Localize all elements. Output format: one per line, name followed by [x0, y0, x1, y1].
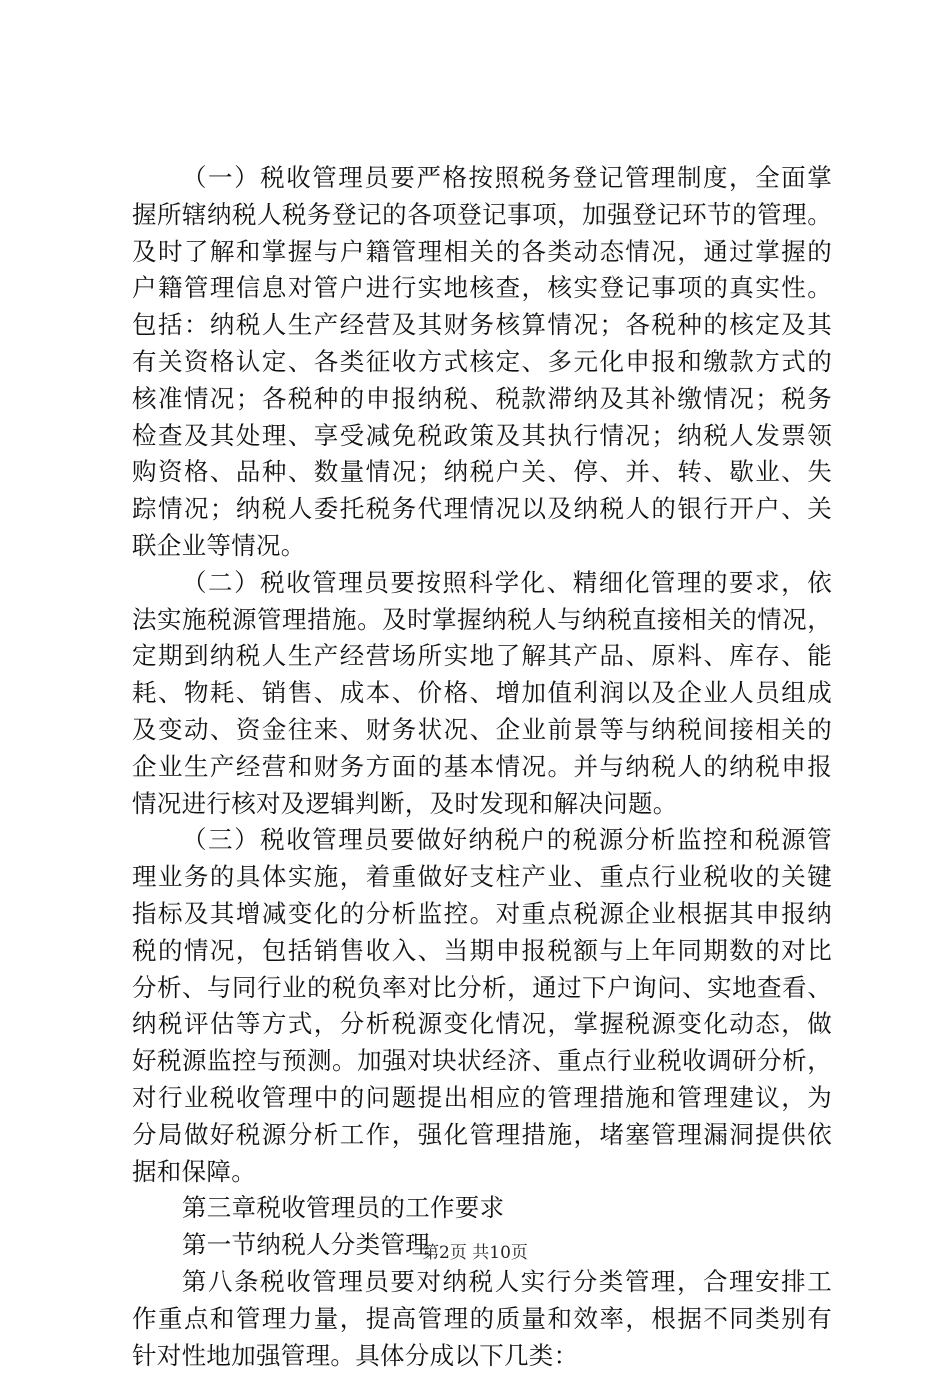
- paragraph-line: 定期到纳税人生产经营场所实地了解其产品、原料、库存、能: [132, 638, 832, 675]
- paragraph-line: 户籍管理信息对管户进行实地核查，核实登记事项的真实性。: [132, 270, 832, 307]
- paragraph-line: （三）税收管理员要做好纳税户的税源分析监控和税源管: [132, 822, 832, 859]
- paragraph-line: 分析、与同行业的税负率对比分析，通过下户询问、实地查看、: [132, 970, 832, 1007]
- paragraph-line: （一）税收管理员要严格按照税务登记管理制度，全面掌: [132, 160, 832, 197]
- article-8-paragraph: [132, 1264, 832, 1374]
- paragraph-line: 纳税评估等方式，分析税源变化情况，掌握税源变化动态，做: [132, 1006, 832, 1043]
- paragraph-line: 核准情况；各税种的申报纳税、税款滞纳及其补缴情况；税务: [132, 381, 832, 418]
- paragraph-line: 好税源监控与预测。加强对块状经济、重点行业税收调研分析，: [132, 1043, 832, 1080]
- paragraph-line: 第八条税收管理员要对纳税人实行分类管理，合理安排工: [132, 1264, 832, 1301]
- paragraph-line: 作重点和管理力量，提高管理的质量和效率，根据不同类别有: [132, 1301, 832, 1338]
- page-number-footer: 第2页 共10页: [0, 1242, 950, 1264]
- paragraph-line: 购资格、品种、数量情况；纳税户关、停、并、转、歇业、失: [132, 454, 832, 491]
- paragraph-line: 有关资格认定、各类征收方式核定、多元化申报和缴款方式的: [132, 344, 832, 381]
- paragraph-line: 握所辖纳税人税务登记的各项登记事项，加强登记环节的管理。: [132, 197, 832, 234]
- document-body: [132, 160, 832, 1374]
- paragraph-line: 耗、物耗、销售、成本、价格、增加值利润以及企业人员组成: [132, 675, 832, 712]
- paragraph-line: 检查及其处理、享受减免税政策及其执行情况；纳税人发票领: [132, 418, 832, 455]
- section-heading-text: 第一节纳税人分类管理: [132, 1227, 832, 1264]
- paragraph-line: 联企业等情况。: [132, 528, 832, 565]
- paragraph-3: [132, 822, 832, 1190]
- paragraph-line: 理业务的具体实施，着重做好支柱产业、重点行业税收的关键: [132, 859, 832, 896]
- paragraph-line: 税的情况，包括销售收入、当期申报税额与上年同期数的对比: [132, 933, 832, 970]
- paragraph-line: 及变动、资金往来、财务状况、企业前景等与纳税间接相关的: [132, 712, 832, 749]
- paragraph-line: 情况进行核对及逻辑判断，及时发现和解决问题。: [132, 786, 832, 823]
- paragraph-line: 对行业税收管理中的问题提出相应的管理措施和管理建议，为: [132, 1080, 832, 1117]
- paragraph-1: [132, 160, 832, 565]
- paragraph-line: 据和保障。: [132, 1154, 832, 1191]
- chapter-heading-text: 第三章税收管理员的工作要求: [132, 1190, 832, 1227]
- chapter-heading: [132, 1190, 832, 1227]
- paragraph-line: 分局做好税源分析工作，强化管理措施，堵塞管理漏洞提供依: [132, 1117, 832, 1154]
- paragraph-line: 针对性地加强管理。具体分成以下几类：: [132, 1338, 832, 1374]
- paragraph-line: 踪情况；纳税人委托税务代理情况以及纳税人的银行开户、关: [132, 491, 832, 528]
- paragraph-2: [132, 565, 832, 823]
- paragraph-line: 企业生产经营和财务方面的基本情况。并与纳税人的纳税申报: [132, 749, 832, 786]
- paragraph-line: （二）税收管理员要按照科学化、精细化管理的要求，依: [132, 565, 832, 602]
- paragraph-line: 包括：纳税人生产经营及其财务核算情况；各税种的核定及其: [132, 307, 832, 344]
- paragraph-line: 法实施税源管理措施。及时掌握纳税人与纳税直接相关的情况，: [132, 602, 832, 639]
- paragraph-line: 及时了解和掌握与户籍管理相关的各类动态情况，通过掌握的: [132, 234, 832, 271]
- paragraph-line: 指标及其增减变化的分析监控。对重点税源企业根据其申报纳: [132, 896, 832, 933]
